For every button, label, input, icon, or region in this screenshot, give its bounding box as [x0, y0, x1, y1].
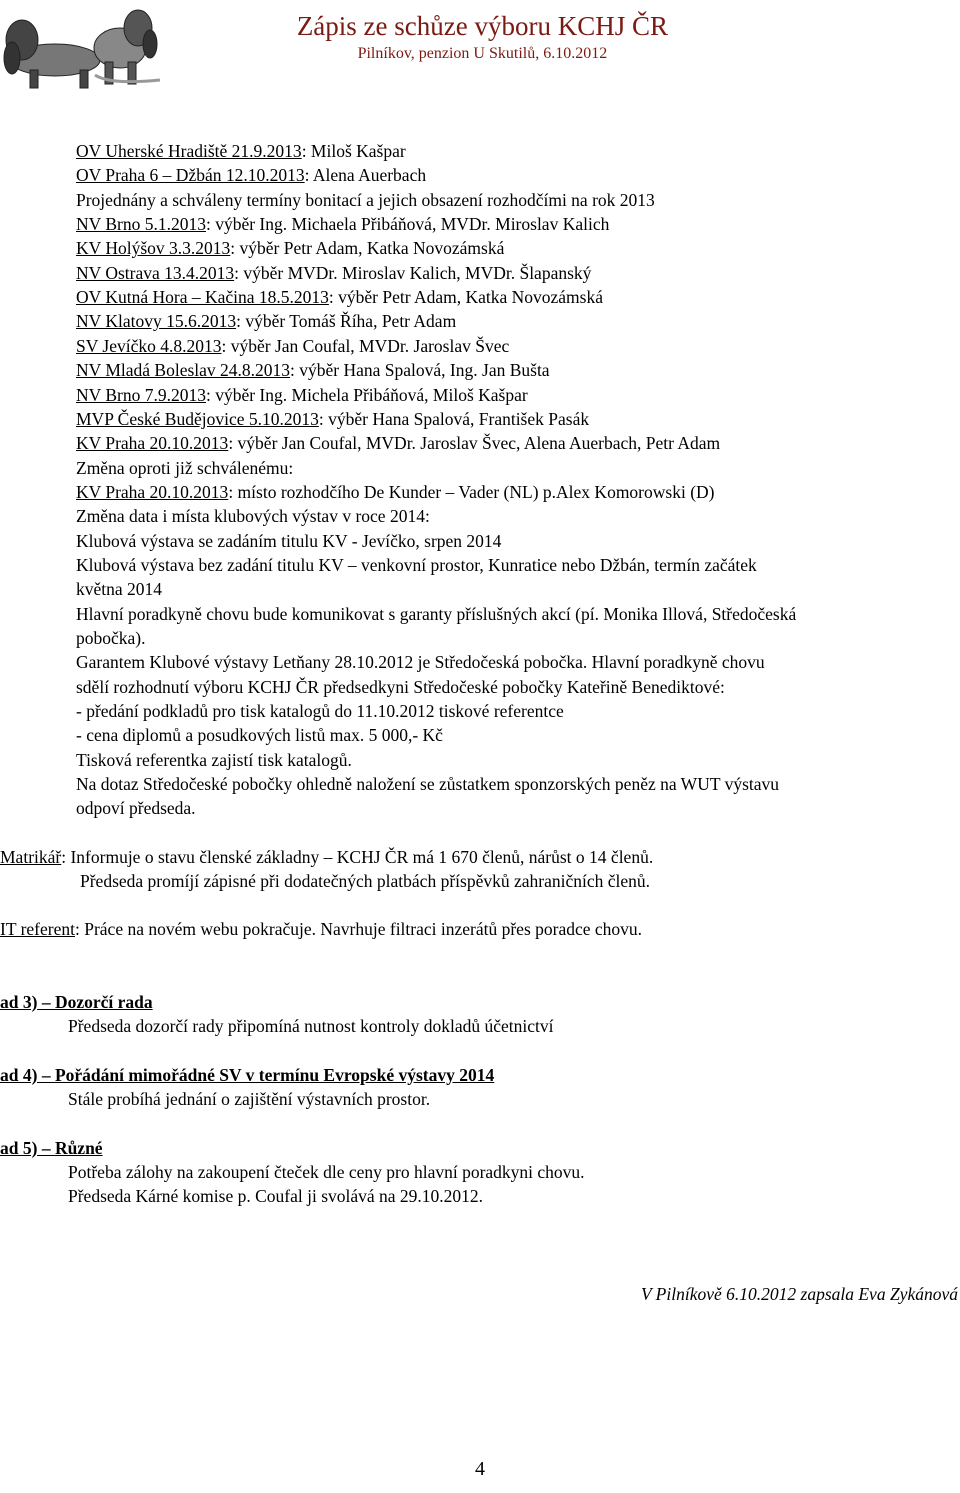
- schedule-event: NV Brno 5.1.2013: [76, 214, 206, 235]
- schedule-text: - předání podkladů pro tisk katalogů do 11.10.2012 tiskové referentce: [76, 701, 564, 722]
- schedule-text: pobočka).: [76, 628, 146, 648]
- schedule-text: : výběr Hana Spalová, Ing. Jan Bušta: [290, 360, 550, 381]
- schedule-line: [76, 408, 589, 430]
- schedule-text: Změna data i místa klubových výstav v roce 2014:: [76, 506, 430, 527]
- schedule-text: : výběr Ing. Michela Přibáňová, Miloš Kašpar: [205, 384, 528, 405]
- schedule-text: : výběr Jan Coufal, MVDr. Jaroslav Švec, Alena Auerbach, Petr Adam: [228, 433, 721, 454]
- schedule-line: [76, 700, 564, 722]
- schedule-event: NV Klatovy 15.6.2013: [76, 311, 237, 332]
- schedule-text: Změna oproti již schválenému:: [76, 457, 294, 478]
- matrikar-line: [0, 846, 653, 868]
- schedule-text: Na dotaz Středočeské pobočky ohledně naložení se zůstatkem sponzorských peněz na WUT výstavu: [76, 774, 780, 795]
- schedule-line: [76, 262, 591, 284]
- ad5-line-2: Předseda Kárné komise p. Coufal ji svolává na 29.10.2012.: [68, 1186, 484, 1206]
- schedule-line: [76, 724, 443, 746]
- schedule-event: SV Jevíčko 4.8.2013: [76, 335, 222, 356]
- schedule-event: KV Praha 20.10.2013: [76, 481, 229, 502]
- schedule-line: [76, 140, 406, 162]
- schedule-text: : výběr Petr Adam, Katka Novozámská: [230, 238, 505, 259]
- schedule-text: Tisková referentka zajistí tisk katalogů.: [76, 749, 352, 770]
- schedule-text: : Miloš Kašpar: [301, 141, 406, 161]
- schedule-text: Hlavní poradkyně chovu bude komunikovat s garanty příslušných akcí (pí. Monika Illová, Středočeská: [76, 603, 797, 624]
- ad5-heading: ad 5) – Různé: [0, 1138, 103, 1158]
- schedule-line: [76, 310, 456, 332]
- it-label: IT referent: [0, 919, 75, 939]
- schedule-text: sdělí rozhodnutí výboru KCHJ ČR předsedkyni Středočeské pobočky Kateřině Benediktové:: [76, 676, 725, 697]
- schedule-line: [76, 554, 757, 576]
- schedule-text: Klubová výstava bez zadání titulu KV – venkovní prostor, Kunratice nebo Džbán, termín začátek: [76, 554, 757, 575]
- schedule-line: [76, 773, 779, 795]
- schedule-line: [76, 335, 509, 357]
- schedule-text: : výběr Ing. Michaela Přibáňová, MVDr. Miroslav Kalich: [205, 214, 610, 235]
- ad4-line: Stále probíhá jednání o zajištění výstavních prostor.: [68, 1089, 431, 1109]
- matrikar-text-2: Předseda promíjí zápisné při dodatečných platbách příspěvků zahraničních členů.: [80, 871, 650, 891]
- it-text: : Práce na novém webu pokračuje. Navrhuje filtraci inzerátů přes poradce chovu.: [74, 919, 643, 939]
- schedule-text: : výběr Tomáš Říha, Petr Adam: [236, 311, 457, 332]
- document-subtitle: Pilníkov, penzion U Skutilů, 6.10.2012: [357, 45, 608, 62]
- schedule-line: [76, 432, 720, 454]
- schedule-line: [76, 797, 196, 819]
- schedule-event: NV Mladá Boleslav 24.8.2013: [76, 360, 291, 381]
- schedule-text: Garantem Klubové výstavy Letňany 28.10.2012 je Středočeská pobočka. Hlavní poradkyně chovu: [76, 652, 765, 673]
- schedule-line: [76, 749, 352, 771]
- document-header: [297, 8, 668, 64]
- matrikar-text: : Informuje o stavu členské základny – KCHJ ČR má 1 670 členů, nárůst o 14 členů.: [61, 847, 654, 867]
- schedule-text: května 2014: [76, 579, 163, 600]
- page-number: 4: [475, 1458, 485, 1480]
- schedule-text: : výběr Jan Coufal, MVDr. Jaroslav Švec: [221, 335, 510, 356]
- schedule-event: OV Uherské Hradiště 21.9.2013: [76, 141, 302, 161]
- schedule-event: NV Ostrava 13.4.2013: [76, 262, 235, 283]
- logo-image: [0, 0, 170, 95]
- schedule-text: - cena diplomů a posudkových listů max. 5 000,- Kč: [76, 725, 443, 746]
- schedule-line: [76, 578, 162, 600]
- ad5-line-1: Potřeba zálohy na zakoupení čteček dle ceny pro hlavní poradkyni chovu.: [68, 1162, 585, 1182]
- schedule-line: [76, 457, 293, 479]
- dachshund-dogs-illustration-icon: [0, 0, 170, 95]
- schedule-event: NV Brno 7.9.2013: [76, 384, 206, 405]
- schedule-line: [76, 530, 501, 552]
- schedule-line: [76, 189, 655, 211]
- schedule-line: [76, 603, 796, 625]
- schedule-text: : výběr MVDr. Miroslav Kalich, MVDr. Šlapanský: [234, 262, 592, 283]
- schedule-text: Projednány a schváleny termíny bonitací a jejich obsazení rozhodčími na rok 2013: [76, 189, 655, 210]
- schedule-event: OV Praha 6 – Džbán 12.10.2013: [76, 165, 305, 186]
- matrikar-label: Matrikář: [0, 847, 62, 867]
- schedule-line: [76, 505, 430, 527]
- ad3-heading: ad 3) – Dozorčí rada: [0, 992, 153, 1012]
- schedule-line: [76, 164, 426, 186]
- schedule-line: [76, 627, 146, 649]
- schedule-line: [76, 384, 528, 406]
- signature: V Pilníkově 6.10.2012 zapsala Eva Zykánová: [640, 1284, 958, 1304]
- schedule-line: [76, 237, 504, 259]
- schedule-line: [76, 481, 714, 503]
- schedule-line: [76, 651, 765, 673]
- schedule-text: : výběr Petr Adam, Katka Novozámská: [328, 287, 603, 308]
- schedule-line: [76, 359, 550, 381]
- document-title: Zápis ze schůze výboru KCHJ ČR: [296, 11, 668, 41]
- schedule-text: odpoví předseda.: [76, 798, 196, 819]
- ad3-line: Předseda dozorčí rady připomíná nutnost kontroly dokladů účetnictví: [68, 1016, 554, 1036]
- schedule-text: Klubová výstava se zadáním titulu KV - Jevíčko, srpen 2014: [76, 530, 502, 551]
- schedule-line: [76, 286, 603, 308]
- it-line: [0, 918, 642, 940]
- ad4-heading: ad 4) – Pořádání mimořádné SV v termínu Evropské výstavy 2014: [0, 1065, 495, 1085]
- schedule-event: KV Holýšov 3.3.2013: [76, 238, 231, 259]
- schedule-text: : výběr Hana Spalová, František Pasák: [318, 408, 590, 429]
- schedule-event: OV Kutná Hora – Kačina 18.5.2013: [76, 287, 329, 308]
- schedule-text: : Alena Auerbach: [304, 165, 427, 186]
- schedule-line: [76, 676, 725, 698]
- schedule-text: : místo rozhodčího De Kunder – Vader (NL) p.Alex Komorowski (D): [228, 481, 715, 502]
- schedule-event: MVP České Budějovice 5.10.2013: [76, 408, 319, 429]
- schedule-event: KV Praha 20.10.2013: [76, 433, 229, 454]
- schedule-line: [76, 213, 609, 235]
